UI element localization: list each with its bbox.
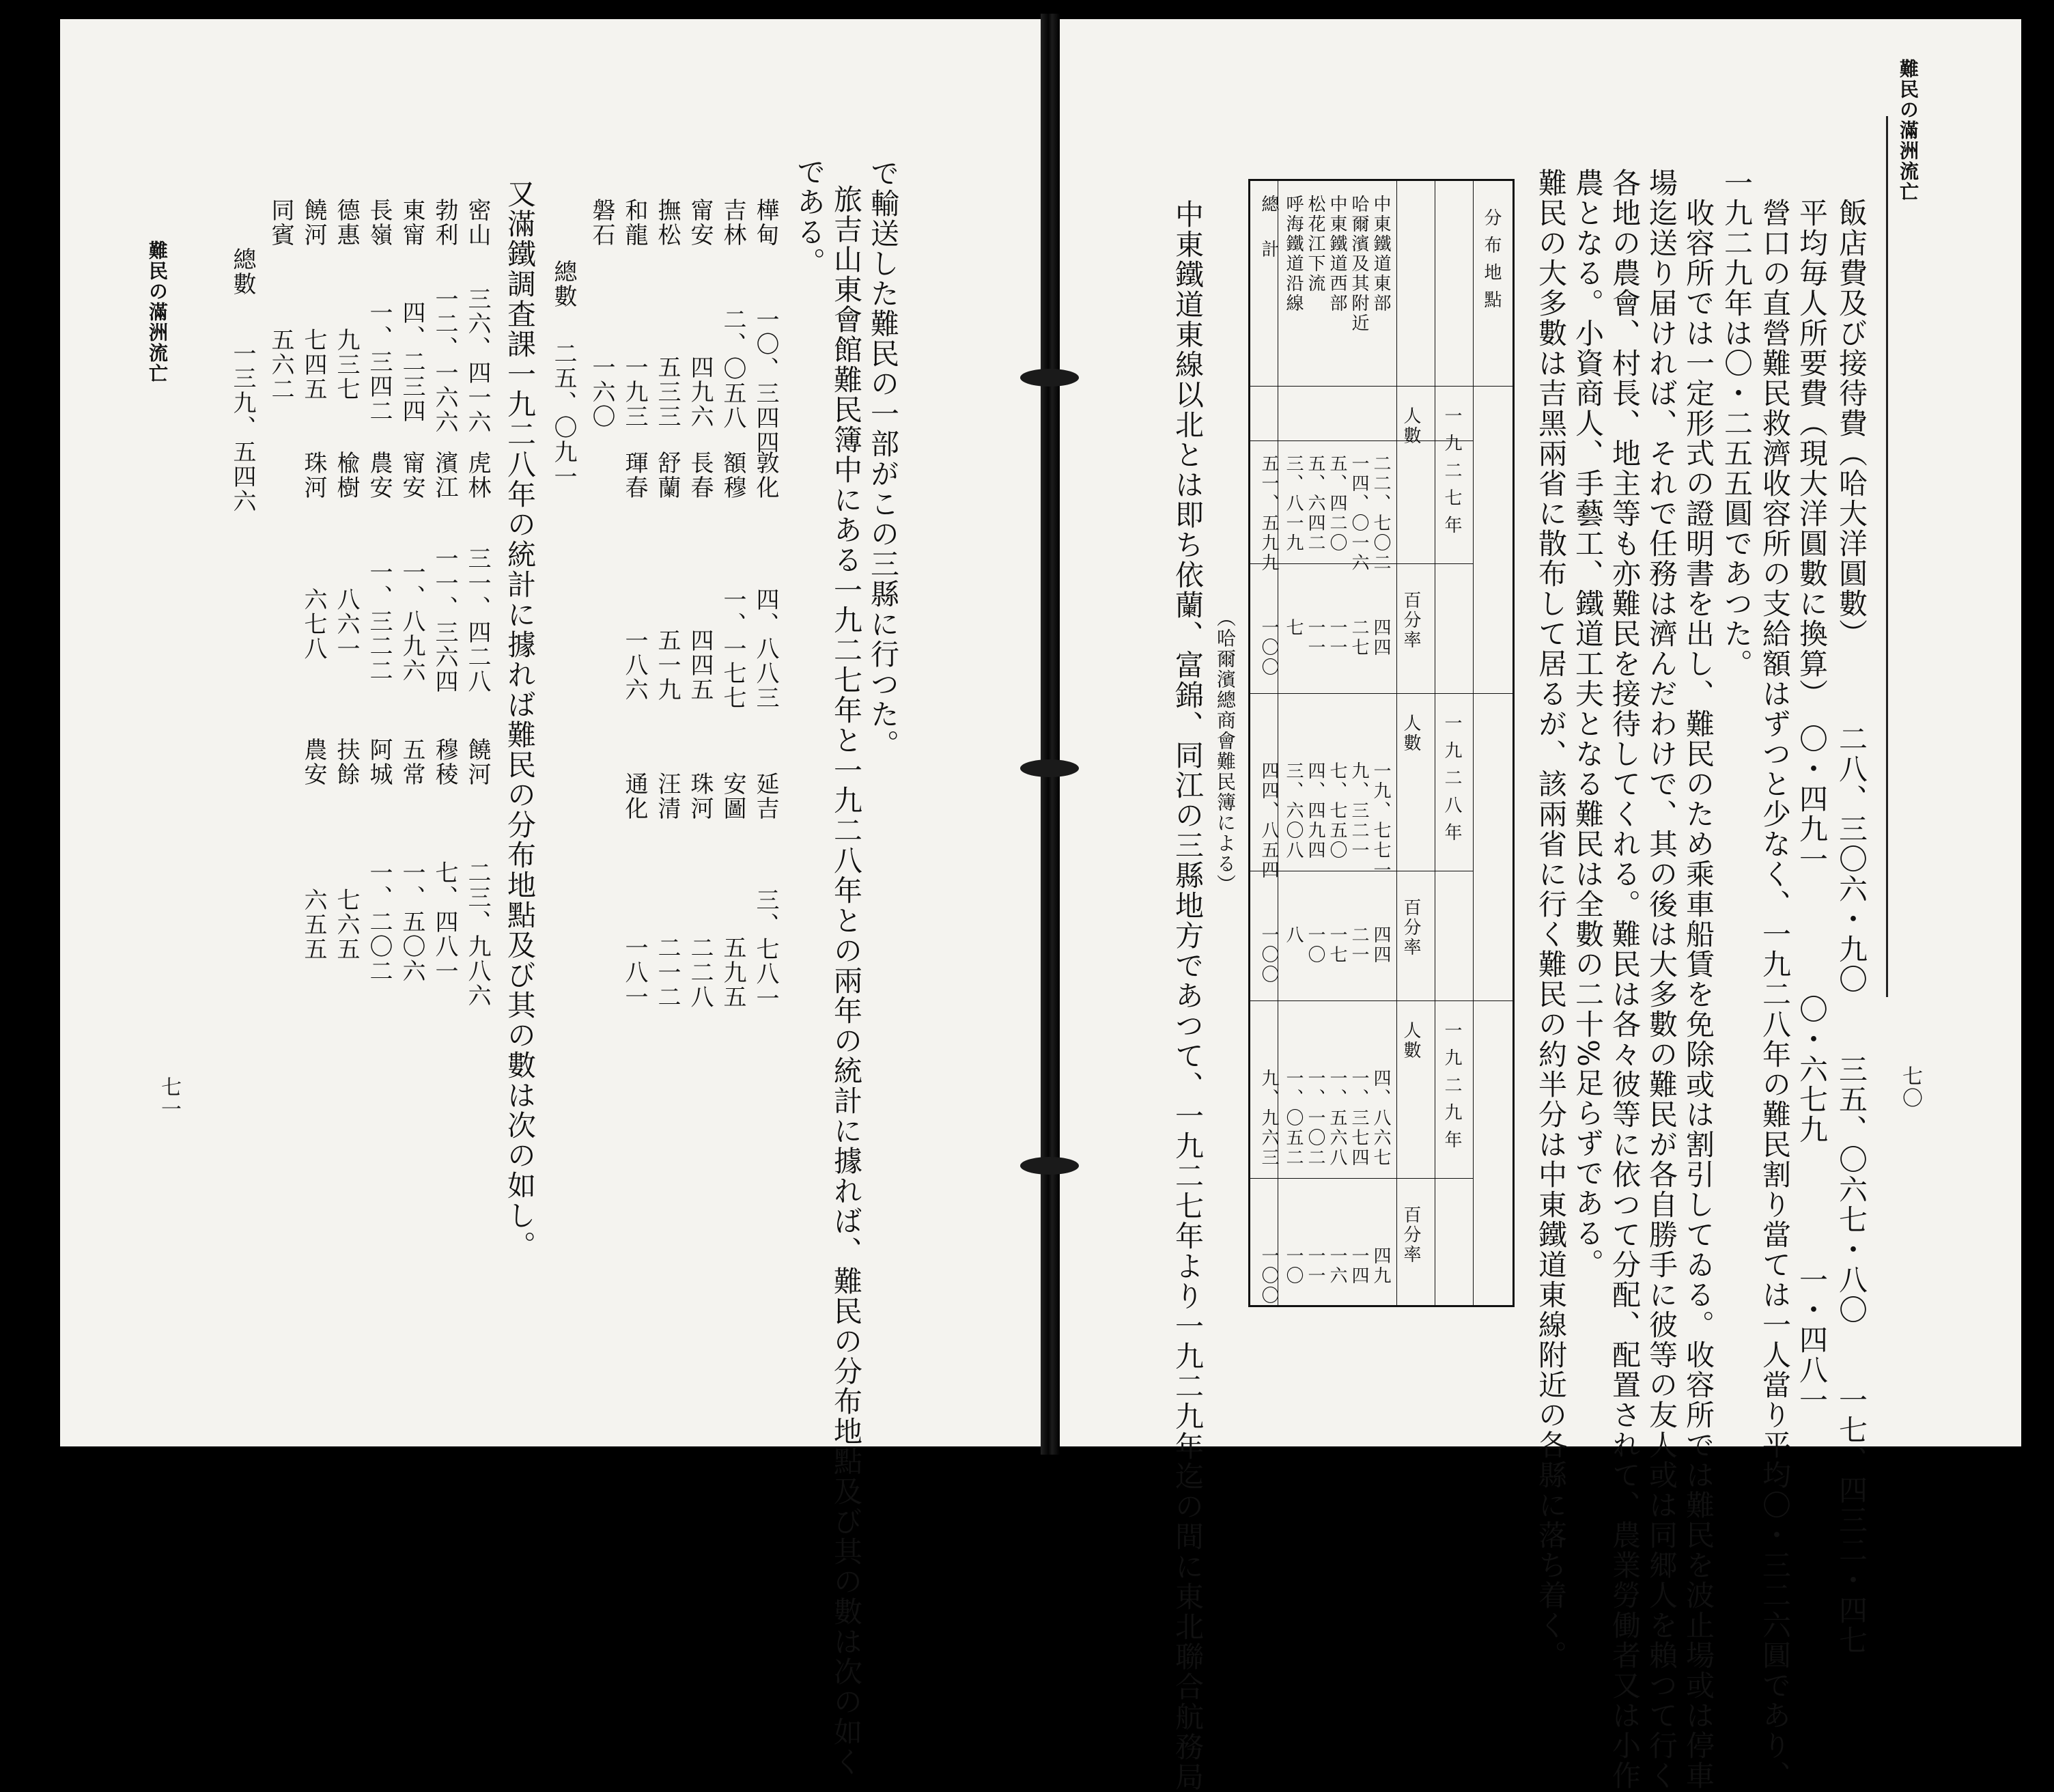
district-count: 四、二三四 xyxy=(398,300,425,423)
district-name: 虎林 xyxy=(464,451,491,500)
table-year-header: 一九二七年 xyxy=(1441,406,1462,543)
district-count: 一、一七七 xyxy=(719,587,746,710)
district-name: 東甯 xyxy=(398,198,425,247)
table-cell: 二七 xyxy=(1349,618,1369,658)
table-cell: 四四 xyxy=(1370,618,1391,658)
district-count: 一九三 xyxy=(621,355,648,429)
table-location: 中東鐵道東部 xyxy=(1370,195,1391,313)
paragraph-2: 一九二九年は〇・二五五圓であつた。 xyxy=(1720,168,1754,679)
left-para-2b: である。 xyxy=(793,157,826,277)
district-count: 三一、四二八 xyxy=(464,546,491,694)
district-count: 六七八 xyxy=(300,587,327,661)
district-name: 密山 xyxy=(464,198,491,247)
paragraph-3-line: 各地の農會、村長、地主等も亦難民を接待してくれる。難民は各々彼等に依つて分配、配置されて、農業勞働者又は小作 xyxy=(1608,168,1642,1791)
district-count: 一、八九六 xyxy=(398,560,425,683)
table-subheader: 人數 xyxy=(1401,1021,1421,1061)
district-count: 七六五 xyxy=(333,888,360,962)
left-para-3: 又滿鐵調査課一九二八年の統計に據れば難民の分布地點及び其の數は次の如し。 xyxy=(503,179,537,1261)
table-cell: 四四 xyxy=(1370,925,1391,965)
district-name: 琿春 xyxy=(621,451,648,500)
list1-total: 二五、〇九一 xyxy=(550,341,577,489)
paragraph-3-line: 收容所では一定形式の證明書を出し、難民のため乘車船賃を免除或は割引してゐる。收容所では難民を波止場或は停車 xyxy=(1682,198,1715,1791)
district-name: 舒蘭 xyxy=(653,451,681,500)
table-cell: 一七 xyxy=(1327,925,1347,965)
district-count: 三六、四一六 xyxy=(464,287,491,434)
district-name: 珠河 xyxy=(686,772,714,821)
page-number-right: 七〇 xyxy=(1898,1065,1922,1109)
table-cell: 一〇〇 xyxy=(1258,1246,1279,1306)
district-name: 磐石 xyxy=(588,198,615,247)
district-name: 農安 xyxy=(300,738,327,787)
district-count: 一六〇 xyxy=(588,355,615,429)
table-cell: 四九 xyxy=(1370,1246,1391,1286)
district-name: 阿城 xyxy=(365,738,393,787)
district-name: 安圖 xyxy=(719,772,746,821)
district-count: 五六二 xyxy=(267,328,294,402)
table-cell: 一一 xyxy=(1327,618,1347,658)
district-count: 五三三 xyxy=(653,355,681,429)
district-count: 五九五 xyxy=(719,936,746,1009)
district-count: 八六一 xyxy=(333,587,360,661)
district-name: 德惠 xyxy=(333,198,360,247)
district-name: 撫松 xyxy=(653,198,681,247)
table-subheader: 百分率 xyxy=(1401,1205,1421,1265)
district-count: 四、八八三 xyxy=(752,587,779,710)
district-count: 三、七八一 xyxy=(752,888,779,1011)
table-header-location: 分布地點 xyxy=(1481,208,1502,318)
district-name: 額穆 xyxy=(719,451,746,500)
district-name: 通化 xyxy=(621,772,648,821)
district-name: 勃利 xyxy=(431,198,458,247)
paragraph-3-line: 難民の大多數は吉黑兩省に散布して居るが、該兩省に行く難民の約半分は中東鐵道東線附近の各縣に落ち着く。 xyxy=(1534,168,1568,1670)
table-year-header: 一九二八年 xyxy=(1441,714,1462,850)
district-count: 一、五〇六 xyxy=(398,860,425,983)
table-cell: 一一 xyxy=(1305,1246,1325,1286)
table-cell: 一〇〇 xyxy=(1258,925,1279,985)
left-page xyxy=(60,19,1050,1446)
district-count: 二、〇五八 xyxy=(719,307,746,430)
table-cell: 七、七五〇 xyxy=(1327,761,1347,860)
table-subheader: 百分率 xyxy=(1401,591,1421,650)
page-number-left: 七一 xyxy=(157,1076,181,1120)
district-count: 一二、一六六 xyxy=(431,287,458,434)
district-count: 六五五 xyxy=(300,888,327,962)
table-cell: 一〇〇 xyxy=(1258,618,1279,677)
district-name: 穆稜 xyxy=(431,738,458,787)
district-name: 同賓 xyxy=(267,198,294,247)
table-subheader: 人數 xyxy=(1401,714,1421,753)
district-name: 農安 xyxy=(365,451,393,500)
district-count: 七四五 xyxy=(300,328,327,402)
table-cell: 一四 xyxy=(1349,1246,1369,1286)
table-cell: 五、六四二 xyxy=(1305,454,1325,553)
refugee-distribution-table xyxy=(1248,179,1515,1307)
district-count: 一、三四二 xyxy=(365,300,393,423)
table-cell: 四四、八五四 xyxy=(1258,761,1279,880)
table-cell: 三、八一九 xyxy=(1283,454,1304,553)
district-name: 濱江 xyxy=(431,451,458,500)
district-name: 甯安 xyxy=(686,198,714,247)
table-subheader: 百分率 xyxy=(1401,898,1421,957)
table-year-header: 一九二九年 xyxy=(1441,1021,1462,1158)
district-name: 延吉 xyxy=(752,772,779,821)
district-name: 汪清 xyxy=(653,772,681,821)
table-cell: 七 xyxy=(1283,618,1304,638)
left-para-1: で輸送した難民の一部がこの三縣に行つた。 xyxy=(867,158,900,759)
cost-values-1: 二八、三〇六・九〇 三五、〇六七・八〇 一七、四三二・四七 xyxy=(1835,724,1868,1655)
table-location-total: 總計 xyxy=(1258,195,1279,285)
district-count: 一、三二二 xyxy=(365,560,393,683)
district-count: 四九六 xyxy=(686,355,714,429)
district-count: 二一二 xyxy=(653,936,681,1009)
list2-total: 一三九、五四六 xyxy=(229,341,256,514)
district-count: 一、二〇二 xyxy=(365,860,393,983)
district-count: 七、四八一 xyxy=(431,860,458,983)
paragraph-3-line: 農となる。小資商人、手藝工、鐵道工夫となる難民は全數の二十%足らずである。 xyxy=(1571,168,1605,1278)
binding-knot xyxy=(1020,369,1079,387)
district-name: 扶餘 xyxy=(333,738,360,787)
table-cell: 五、四二〇 xyxy=(1327,454,1347,553)
table-cell: 一、三七四 xyxy=(1349,1069,1369,1168)
district-name: 饒河 xyxy=(464,738,491,787)
cost-label-1: 飯店費及び接待費（哈大洋圓數） xyxy=(1835,198,1868,649)
district-count: 一八六 xyxy=(621,628,648,702)
district-count: 五一九 xyxy=(653,628,681,702)
district-count: 九三七 xyxy=(333,328,360,402)
table-cell: 三、六〇八 xyxy=(1283,761,1304,860)
district-name: 珠河 xyxy=(300,451,327,500)
book-spine xyxy=(1041,14,1060,1455)
paragraph-3-line: 場迄送り届ければ、それで任務は濟んだわけで、其の後は大多數の難民が各自勝手に彼等の友人或は同郷人を賴つて行く xyxy=(1645,168,1678,1791)
paragraph-1: 營口の直營難民救濟收容所の支給額はずつと少なく、一九二八年の難民割り當ては一人當り平均〇・三二六圓であり、 xyxy=(1758,198,1792,1791)
table-location: 中東鐵道西部 xyxy=(1327,195,1347,313)
table-location: 哈爾濱及其附近 xyxy=(1349,195,1369,333)
district-count: 四四五 xyxy=(686,628,714,702)
table-cell: 一四、〇一六 xyxy=(1349,454,1369,573)
cost-values-2: 〇・四九一 〇・六七九 一・四八一 xyxy=(1795,724,1829,1415)
district-count: 一一、三六四 xyxy=(431,546,458,694)
running-head-left: 難民の滿洲流亡 xyxy=(146,240,169,384)
district-count: 二三、九八六 xyxy=(464,860,491,1008)
district-count: 一〇、三四四 xyxy=(752,307,779,455)
district-name: 饒河 xyxy=(300,198,327,247)
district-name: 長嶺 xyxy=(365,198,393,247)
table-cell: 一、〇五二 xyxy=(1283,1069,1304,1168)
district-count: 一八一 xyxy=(621,936,648,1009)
district-name: 甯安 xyxy=(398,451,425,500)
district-name: 樺甸 xyxy=(752,198,779,247)
table-cell: 四、八六七 xyxy=(1370,1069,1391,1168)
district-name: 和龍 xyxy=(621,198,648,247)
table-cell: 八 xyxy=(1283,925,1304,945)
cost-label-2: 平均毎人所要費（現大洋圓數に換算） xyxy=(1795,198,1829,709)
list2-total-label: 總數 xyxy=(229,247,256,296)
district-name: 五常 xyxy=(398,738,425,787)
table-cell: 一六 xyxy=(1327,1246,1347,1286)
table-subheader: 人數 xyxy=(1401,406,1421,446)
table-cell: 一〇 xyxy=(1305,925,1325,965)
table-source-note: （哈爾濱總商會難民簿による） xyxy=(1214,608,1237,895)
table-cell: 四、四九四 xyxy=(1305,761,1325,860)
table-cell: 一一 xyxy=(1305,618,1325,658)
table-cell: 一、一〇二 xyxy=(1305,1069,1325,1168)
district-count: 二二八 xyxy=(686,936,714,1009)
district-name: 長春 xyxy=(686,451,714,500)
left-para-2: 旅吉山東會館難民簿中にある一九二七年と一九二八年との兩年の統計に據れば、難民の分布地點及び其の數は次の如く xyxy=(830,184,863,1777)
table-cell: 九、九六三 xyxy=(1258,1069,1279,1168)
paragraph-4: 中東鐵道東線以北とは即ち依蘭、富錦、同江の三縣地方であつて、一九二七年より一九二九年迄の間に東北聯合航務局 xyxy=(1171,199,1205,1792)
table-cell: 一〇 xyxy=(1283,1246,1304,1286)
table-cell: 五一、五九九 xyxy=(1258,454,1279,573)
table-location: 呼海鐵道沿線 xyxy=(1283,195,1304,313)
table-cell: 一、五六八 xyxy=(1327,1069,1347,1168)
district-name: 敦化 xyxy=(752,451,779,500)
head-rule xyxy=(1886,116,1888,997)
table-cell: 九、三二一 xyxy=(1349,761,1369,860)
district-name: 楡樹 xyxy=(333,451,360,500)
running-head-right: 難民の滿洲流亡 xyxy=(1897,59,1919,202)
table-cell: 一九、七七一 xyxy=(1370,761,1391,880)
district-name: 吉林 xyxy=(719,198,746,247)
binding-knot xyxy=(1020,1157,1079,1175)
binding-knot xyxy=(1020,759,1079,777)
table-location: 松花江下流 xyxy=(1305,195,1325,294)
list1-total-label: 總數 xyxy=(550,260,577,309)
table-cell: 二一 xyxy=(1349,925,1369,965)
table-cell: 二二、七〇二 xyxy=(1370,454,1391,573)
